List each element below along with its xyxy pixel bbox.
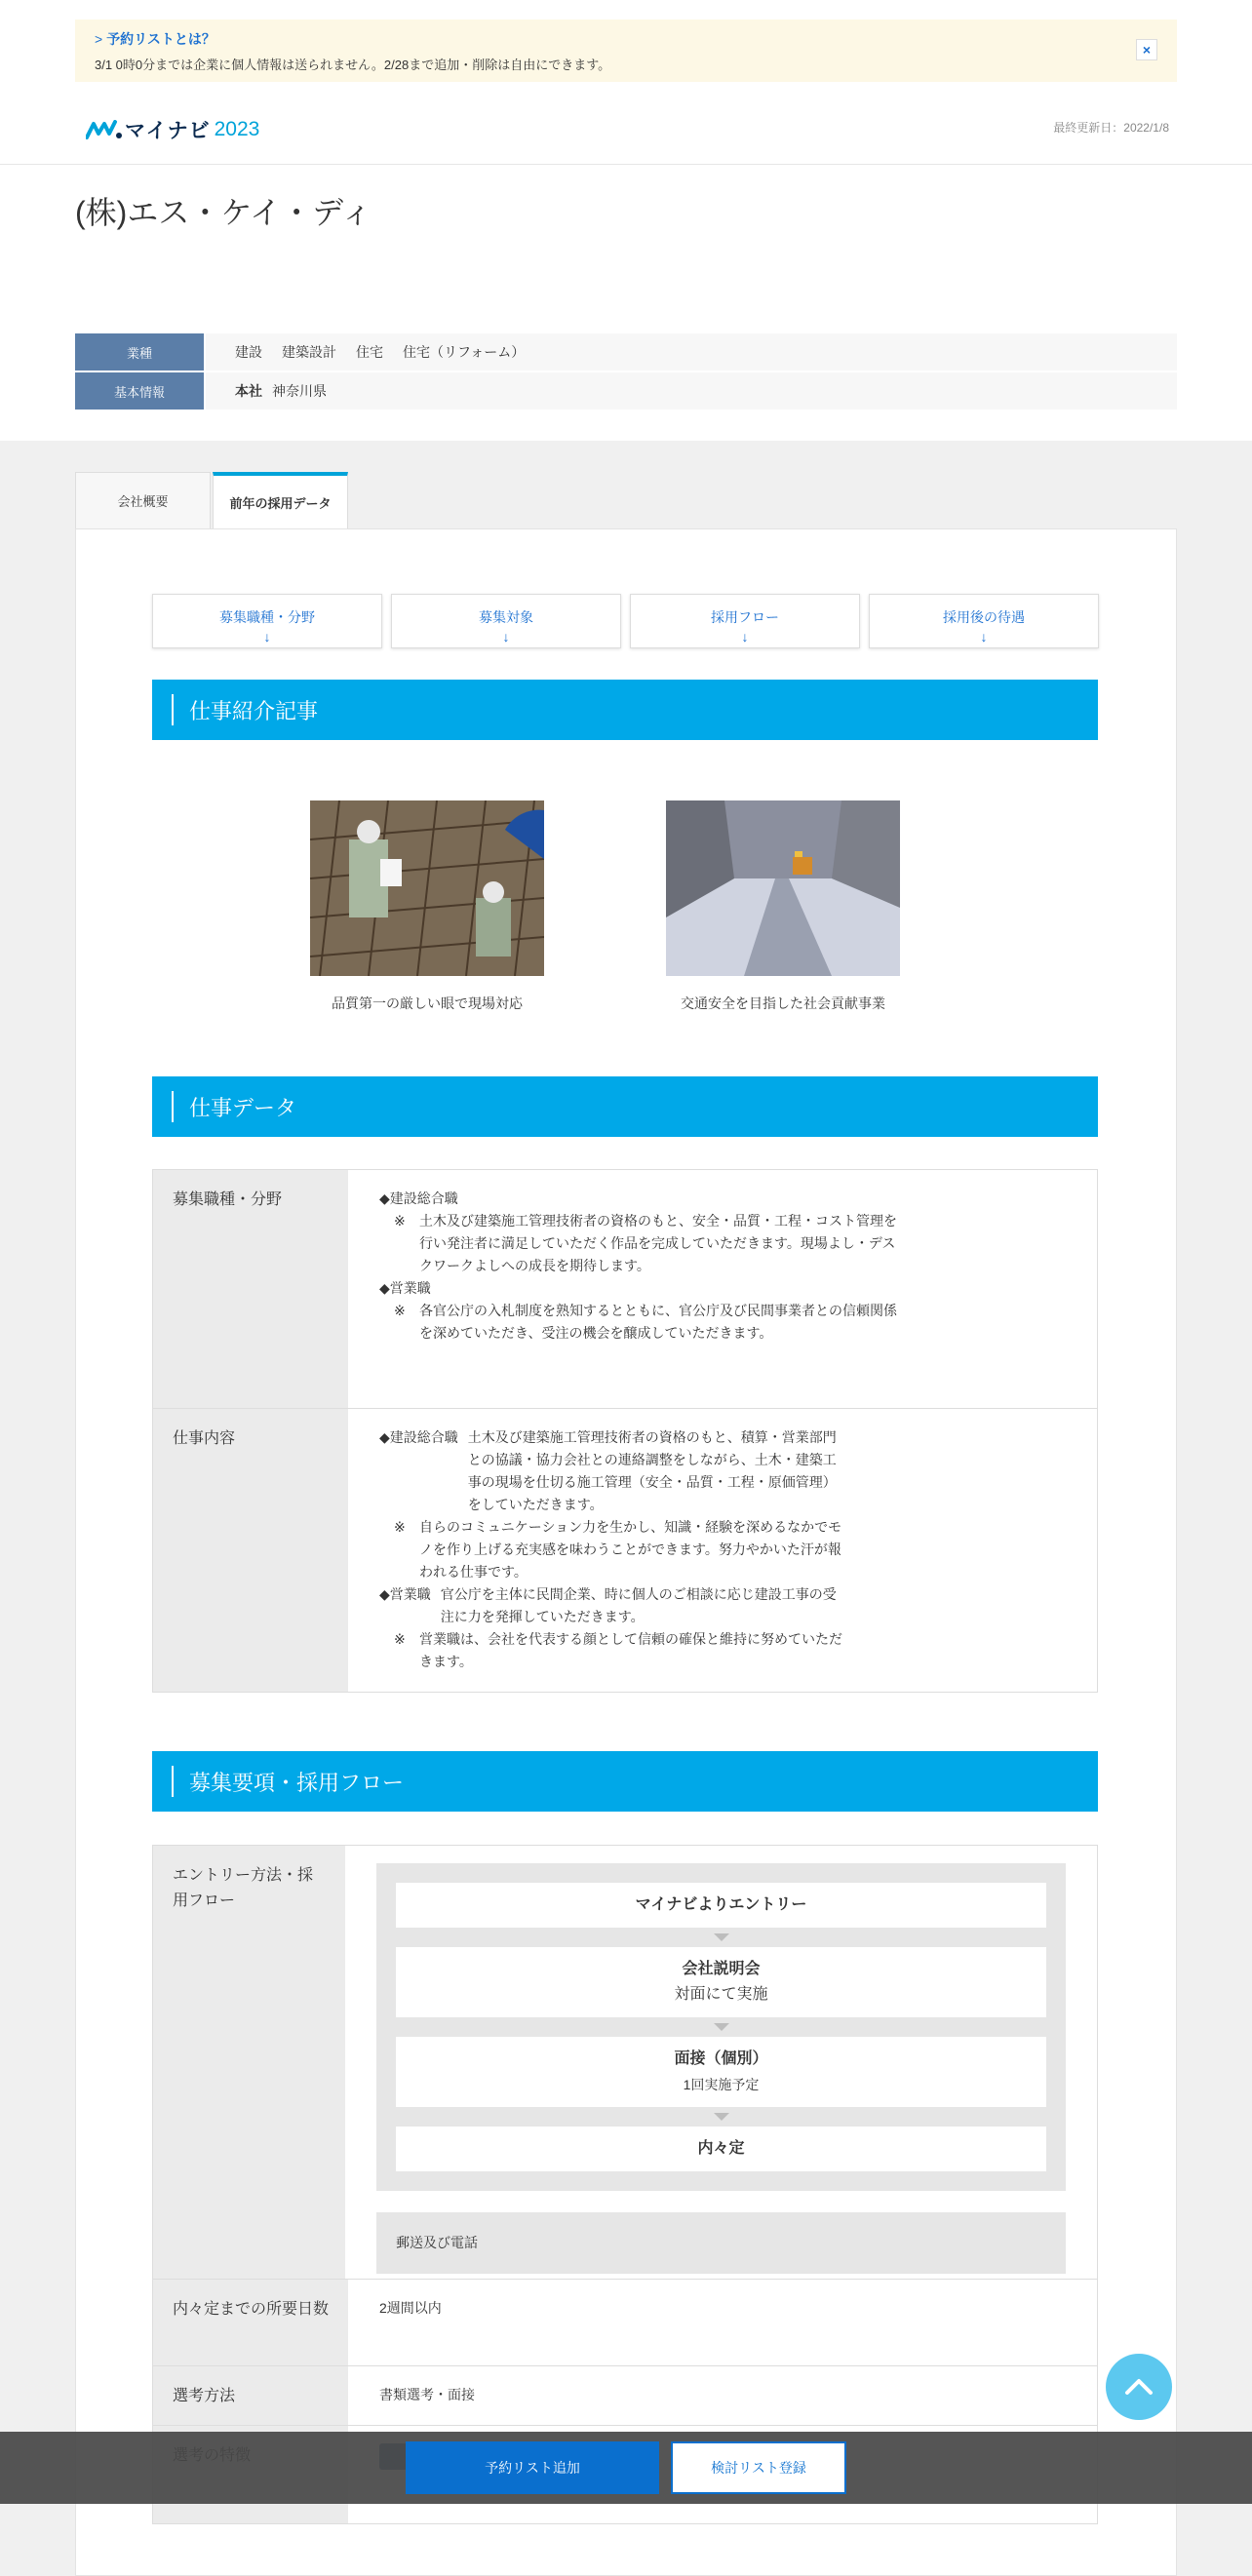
days-value: 2週間以内: [379, 2300, 442, 2316]
scroll-to-top-button[interactable]: [1106, 2354, 1172, 2420]
job-content-value: ◆建設総合職 土木及び建築施工管理技術者の資格のもと、積算・営業部門との協議・協力会社との連絡調整をしながら、土木・建築工事の現場を仕切る施工管理（安全・品質・工程・原価管理）をしていただきます。 ※ 自らのコミュニケーション力を生かし、知識・経験を深めるなかでモノを作り上げる充実感を味わうことができます。努力やかいた汗が報われる仕事です。 ◆営業職 官公庁を主体に民間企業、時に個人のご相談に応じ建設工事の受注に力を発揮していただきます。 ※ 営業職は、会社を代表する顔として信頼の確保と維持に努めていただきます。: [379, 1429, 842, 1669]
table-row: [153, 1409, 1097, 1692]
chevron-right-icon: >: [95, 31, 103, 47]
industry-row: [75, 333, 1177, 371]
construction-site-photo: [310, 800, 544, 976]
industry-label: 業種: [75, 333, 204, 371]
basic-info-value: [206, 372, 1177, 410]
tab-company-overview[interactable]: 会社概要: [75, 472, 211, 528]
arrow-down-icon: ↓: [502, 629, 510, 644]
recruit-flow: [376, 1863, 1066, 2191]
table-row: [153, 1846, 1097, 2280]
section-heading-work-data: 仕事データ: [152, 1076, 1098, 1137]
mynavi-logo[interactable]: [86, 115, 259, 144]
bottom-action-bar: [0, 2432, 1252, 2504]
arrow-down-icon: [714, 2023, 729, 2031]
company-name: (株)エス・ケイ・ディ: [75, 195, 372, 230]
snow-road-photo: [666, 800, 900, 976]
anchor-flow[interactable]: 採用フロー ↓: [630, 594, 860, 648]
arrow-down-icon: ↓: [741, 629, 749, 644]
main-content: [75, 528, 1177, 2576]
flow-step: 内々定: [396, 2127, 1046, 2171]
article-caption: 交通安全を目指した社会貢献事業: [681, 995, 885, 1011]
close-icon[interactable]: ×: [1136, 39, 1157, 60]
entry-flow-label: エントリー方法・採用フロー: [153, 1846, 345, 2279]
notice-title-link[interactable]: > 予約リストとは？: [95, 31, 215, 47]
header-divider: [0, 164, 1252, 165]
mynavi-logo-mark-icon: [86, 120, 123, 139]
flow-step: 会社説明会 対面にて実施: [396, 1947, 1046, 2017]
basic-info-label: 基本情報: [75, 372, 204, 410]
section-heading-article: 仕事紹介記事: [152, 680, 1098, 740]
work-data-table: [152, 1169, 1098, 1693]
hq-value: 神奈川県: [272, 383, 327, 399]
page-header-area: [0, 0, 1252, 441]
company-info-table: [75, 333, 1177, 411]
arrow-down-icon: ↓: [263, 629, 271, 644]
notice-text: 3/1 0時0分までは企業に個人情報は送られません。2/28まで追加・削除は自由にできます。: [95, 58, 611, 72]
industry-value: [206, 333, 1177, 371]
reservation-list-notice: [75, 20, 1177, 82]
recruit-table: [152, 1845, 1098, 2524]
table-row: [153, 2366, 1097, 2426]
chevron-up-icon: [1124, 2377, 1154, 2397]
table-row: [153, 1170, 1097, 1409]
industry-item: 住宅: [356, 344, 383, 360]
arrow-down-icon: [714, 2113, 729, 2121]
arrow-down-icon: [714, 1933, 729, 1941]
basic-info-row: [75, 372, 1177, 410]
hq-label: 本社: [235, 383, 262, 399]
entry-method-note: 郵送及び電話: [376, 2212, 1066, 2274]
article-card[interactable]: [637, 800, 929, 1013]
days-label: 内々定までの所要日数: [153, 2280, 348, 2365]
register-consideration-list-button[interactable]: 検討リスト登録: [671, 2441, 846, 2494]
job-content-label: 仕事内容: [153, 1409, 348, 1692]
industry-item: 建築設計: [282, 344, 336, 360]
page-tabs: [75, 472, 348, 529]
industry-item: 住宅（リフォーム）: [403, 344, 526, 360]
industry-item: 建設: [235, 344, 262, 360]
tab-previous-year-data[interactable]: 前年の採用データ: [213, 472, 348, 529]
job-field-value: ◆建設総合職 ※ 土木及び建築施工管理技術者の資格のもと、安全・品質・工程・コスト管理を行い発注者に満足していただく作品を完成していただきます。現場よし・デスクワークよしへの成長を期待します。 ◆営業職 ※ 各官公庁の入札制度を熟知するとともに、官公庁及び民間事業者との信頼関係を深めていただき、受注の機会を醸成していただきます。: [379, 1190, 897, 1341]
anchor-nav: [152, 594, 1108, 648]
logo-text: マイナビ: [125, 120, 211, 142]
section-heading-recruit-flow: 募集要項・採用フロー: [152, 1751, 1098, 1812]
article-caption: 品質第一の厳しい眼で現場対応: [332, 995, 523, 1011]
selection-method-value: 書類選考・面接: [379, 2387, 475, 2402]
last-updated: 最終更新日：2022/1/8: [1053, 121, 1169, 135]
article-card[interactable]: [281, 800, 573, 1013]
selection-method-label: 選考方法: [153, 2366, 348, 2425]
add-reservation-list-button[interactable]: 予約リスト追加: [406, 2441, 659, 2494]
arrow-down-icon: ↓: [980, 629, 988, 644]
flow-step: マイナビよりエントリー: [396, 1883, 1046, 1928]
logo-year: 2023: [214, 118, 260, 140]
anchor-treatment[interactable]: 採用後の待遇 ↓: [869, 594, 1099, 648]
flow-step: 面接（個別） 1回実施予定: [396, 2037, 1046, 2107]
anchor-target[interactable]: 募集対象 ↓: [391, 594, 621, 648]
entry-flow-value: [345, 1846, 1097, 2279]
table-row: [153, 2280, 1097, 2366]
anchor-job-field[interactable]: 募集職種・分野 ↓: [152, 594, 382, 648]
job-field-label: 募集職種・分野: [153, 1170, 348, 1408]
